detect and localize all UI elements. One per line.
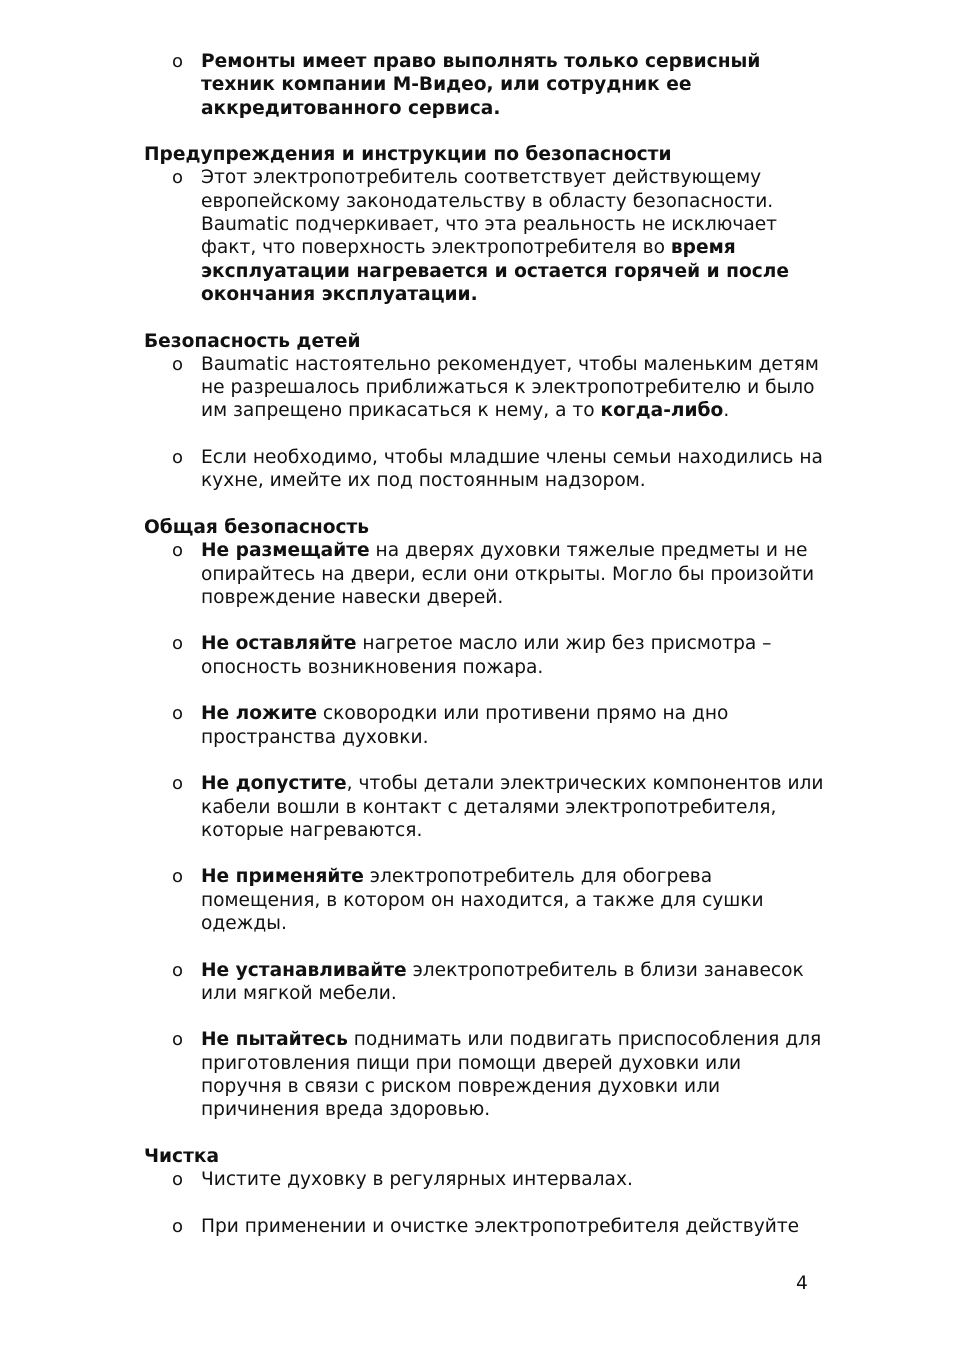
item-text: , чтобы детали электрических компонентов или кабели вошли в контакт с деталями электропотребителя, которые нагреваются. <box>201 773 824 841</box>
item-bold-text: время эксплуатации нагревается и остается горячей и после окончания эксплуатации. <box>201 237 790 305</box>
bullet-icon: o <box>172 540 184 562</box>
intro-bold-text: Ремонты имеет право выполнять только сервисный техник компании М-Видео, или сотрудник ее аккредитованного сервиса. <box>201 51 761 119</box>
item-bold-text: Не ложите <box>201 703 317 725</box>
item-bold-text: Не допустите <box>201 773 347 795</box>
page-number: 4 <box>796 1273 808 1294</box>
item-text: Baumatic настоятельно рекомендует, чтобы маленьким детям не разрешалось приближаться к электропотребителю и было им запрещено прикасаться к нему, а то <box>201 353 819 422</box>
bullet-icon: o <box>172 353 184 375</box>
bullet-icon: o <box>172 51 184 72</box>
bullet-icon: o <box>172 1029 184 1051</box>
item-text: При применении и очистке электропотребителя действуйте <box>201 1215 800 1237</box>
heading-child-safety: Безопасность детей <box>144 330 361 352</box>
item-bold-text: Не пытайтесь <box>201 1029 348 1051</box>
item-text: электропотребитель для обогрева помещения, в котором он находится, а также для сушки одежды. <box>201 866 764 934</box>
bullet-icon: o <box>172 167 184 189</box>
list-item-general-2 <box>144 632 824 679</box>
item-text: электропотребитель в близи занавесок или мягкой мебели. <box>201 959 804 1004</box>
item-text: Этот электропотребитель соответствует действующему европейскому законодательству в областу безопасности. Baumatic подчеркивает, что эта реальность не исключает факт, что поверхность электропотребителя во <box>201 167 778 259</box>
bullet-icon: o <box>172 773 184 795</box>
list-item-general-7 <box>144 1028 824 1121</box>
list-item-general-6 <box>144 959 824 1006</box>
item-text: на дверях духовки тяжелые предметы и не опирайтесь на двери, если они открыты. Могло бы произойти повреждение навески дверей. <box>201 540 815 608</box>
item-text: нагретое масло или жир без присмотра – опосность возникновения пожара. <box>201 633 772 678</box>
item-text: сковородки или противени прямо на дно пространства духовки. <box>201 703 729 748</box>
item-text: поднимать или подвигать приспособления для приготовления пищи при помощи дверей духовки или поручня в связи с риском повреждения духовки или причинения вреда здоровью. <box>201 1029 822 1121</box>
item-bold-text: Не оставляйте <box>201 633 357 655</box>
item-bold-text: когда-либо <box>600 400 724 422</box>
list-item-child-1 <box>144 353 824 423</box>
item-bold-text: Не устанавливайте <box>201 959 407 981</box>
bullet-icon: o <box>172 703 184 725</box>
item-tail-text: . <box>723 400 730 422</box>
list-item-general-3 <box>144 702 824 749</box>
bullet-icon: o <box>172 1215 184 1237</box>
bullet-icon: o <box>172 447 184 469</box>
heading-safety-warnings: Предупреждения и инструкции по безопасности <box>144 144 672 166</box>
list-item-general-1 <box>144 539 824 609</box>
bullet-icon: o <box>172 633 184 655</box>
list-item-general-4 <box>144 772 824 842</box>
list-item-general-5 <box>144 865 824 935</box>
bullet-icon: o <box>172 866 184 888</box>
heading-cleaning: Чистка <box>144 1145 220 1167</box>
bullet-icon: o <box>172 959 184 981</box>
item-bold-text: Не применяйте <box>201 866 364 888</box>
list-item-cleaning-2 <box>144 1215 824 1238</box>
list-item-intro <box>144 50 824 120</box>
item-text: Если необходимо, чтобы младшие члены семьи находились на кухне, имейте их под постоянным надзором. <box>201 447 823 492</box>
list-item-cleaning-1 <box>144 1168 824 1191</box>
bullet-icon: o <box>172 1169 184 1191</box>
page-content <box>144 50 824 1238</box>
item-text: Чистите духовку в регулярных интервалах. <box>201 1169 633 1191</box>
list-item-child-2 <box>144 446 824 493</box>
heading-general-safety: Общая безопасность <box>144 516 370 538</box>
list-item-safety-1 <box>144 166 824 306</box>
item-bold-text: Не размещайте <box>201 540 370 562</box>
